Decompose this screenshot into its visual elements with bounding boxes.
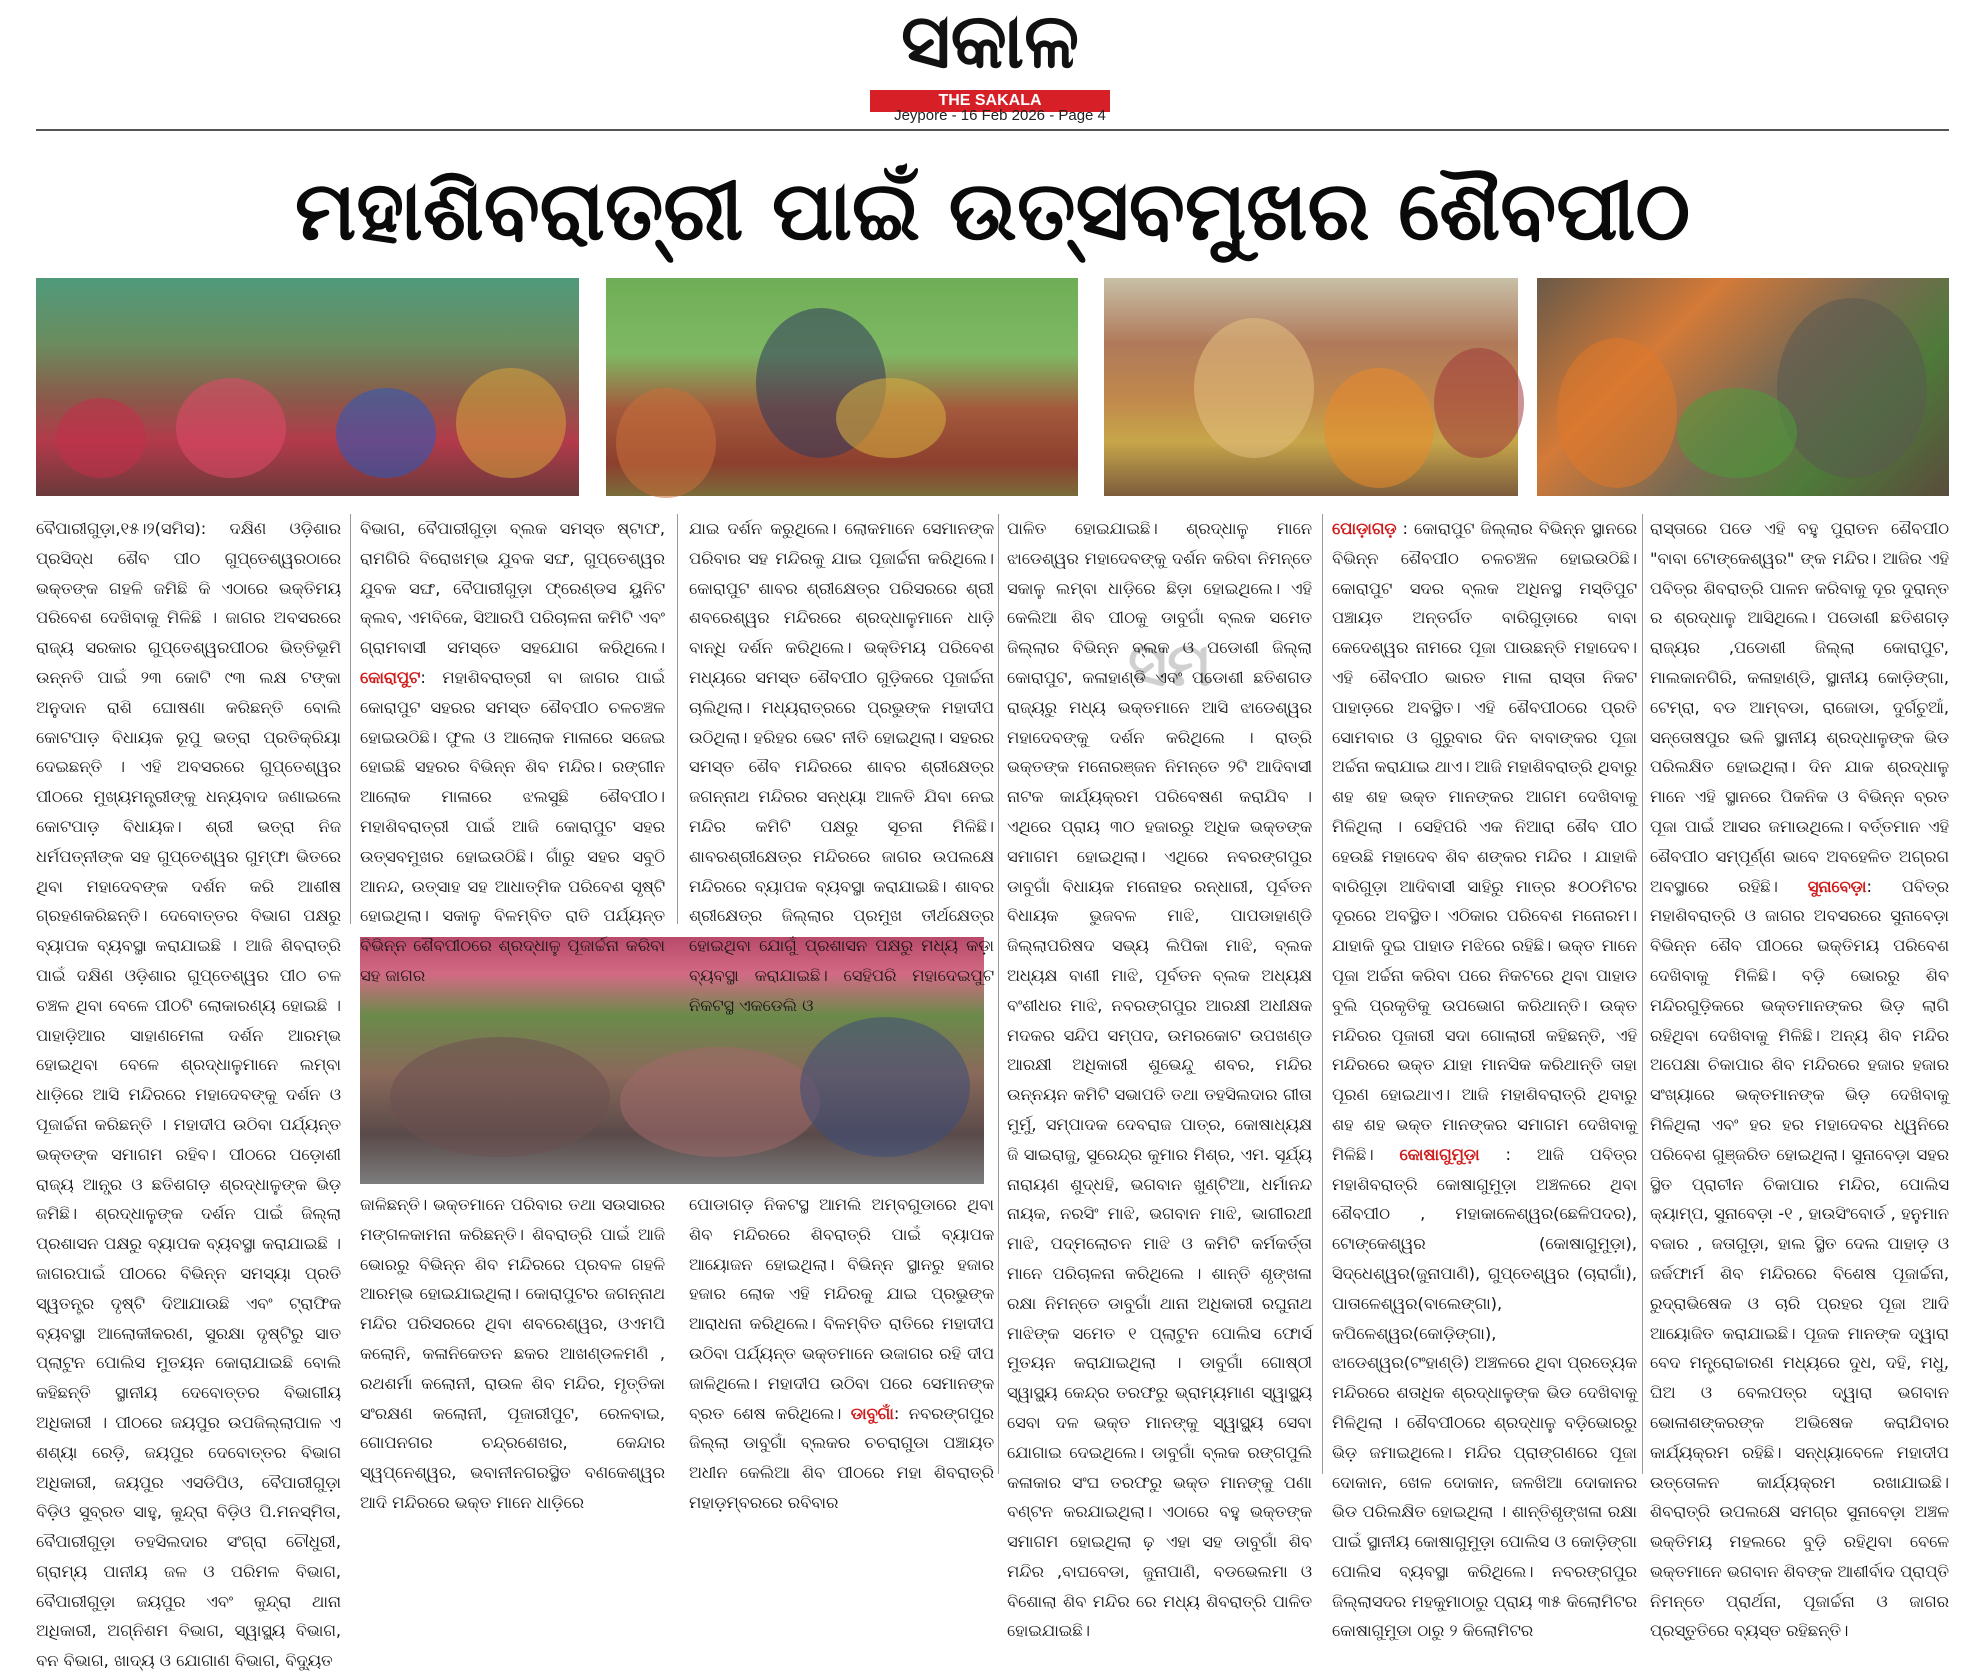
page-headline: ମହାଶିବରାତ୍ରୀ ପାଇଁ ଉତ୍ସବମୁଖର ଶୈବପୀଠ bbox=[294, 164, 1691, 259]
article-column-2 bbox=[360, 514, 665, 985]
column-divider bbox=[350, 514, 351, 924]
article-column-3-lower bbox=[689, 1190, 994, 1512]
dateline-keyword-sunabeda: ସୁନାବେଡ଼ା bbox=[1807, 876, 1867, 896]
sakala-logo bbox=[840, 0, 1140, 109]
masthead-rule bbox=[36, 129, 1949, 131]
article-column-2-lower: ଜାଳିଛନ୍ତି। ଭକ୍ତମାନେ ପରିବାର ତଥା ସଉସାରର ମଙ୍ଗଳକାମନା କରିଛନ୍ତି। ଶିବରାତ୍ରି ପାଇଁ ଆଜି ଭୋରରୁ ବିଭିନ୍ନ ଶିବ ମନ୍ଦିରରେ ପ୍ରବଳ ଗହଳି ଆରମ୍ଭ ହୋଇଯାଇଥିଲା। କୋରାପୁଟର ଜଗନ୍ନାଥ ମନ୍ଦିର ପରିସରରେ ଥିବା ଶବରେଶ୍ୱର, ଓଏମପି କଲୋନି, କଳାନିକେତନ ଛକର ଆଖଣ୍ଡଳମଣି , ରଥଶର୍ମା କଲୋନୀ, ରାଉଳ ଶିବ ମନ୍ଦିର, ମୃତ୍ତିକା ସଂରକ୍ଷଣ କଲୋନୀ, ପୂଜାରୀପୁଟ, ରେଳବାଇ, ଗୋପନଗର ଚନ୍ଦ୍ରଶେଖର, କେନ୍ଦାର ସ୍ୱପ୍ନେଶ୍ୱର, ଭବାନୀନଗରସ୍ଥିତ ବଣକେଶ୍ୱର ଆଦି ମନ୍ଦିରରେ ଭକ୍ତ ମାନେ ଧାଡ଼ିରେ bbox=[360, 1195, 665, 1512]
dateline-keyword-koraput: କୋରାପୁଟ bbox=[360, 667, 421, 687]
column-6-part-2: : ପବିତ୍ର ମହାଶିବରାତ୍ରି ଓ ଜାଗର ଅବସରରେ ସୁନାବେଡ଼ା ବିଭିନ୍ନ ଶୈବ ପୀଠରେ ଭକ୍ତିମୟ ପରିବେଶ ଦେଖିବାକୁ ମିଳିଛି। ବଡ଼ି ଭୋରରୁ ଶିବ ମନ୍ଦିରଗୁଡ଼ିକରେ ଭକ୍ତମାନଙ୍କର ଭିଡ଼ ଲାଗି ରହିଥିବା ଦେଖିବାକୁ ମିଳିଛି। ଅନ୍ୟ ଶିବ ମନ୍ଦିର ଅପେକ୍ଷା ଚିକାପାର ଶିବ ମନ୍ଦିରରେ ହଜାର ହଜାର ସଂଖ୍ୟାରେ ଭକ୍ତମାନଙ୍କ ଭିଡ଼ ଦେଖିବାକୁ ମିଳିଥିଲା ଏବଂ ହର ହର ମହାଦେବର ଧ୍ୱନିରେ ପରିବେଶ ଗୁଞ୍ଜରିତ ହୋଇଥିଲା। ସୁନାବେଡ଼ା ସହର ସ୍ଥିତ ପ୍ରାଚୀନ ଚିକାପାର ମନ୍ଦିର, ପୋଲିସ କ୍ୟାମ୍ପ, ସୁନାବେଡ଼ା -୧ , ହାଉସିଂବୋର୍ଡ , ହନୁମାନ ବଜାର , ଜତାଗୁଡ଼ା, ହାଲ ସ୍ଥିତ ଦେଲ ପାହାଡ଼ ଓ ଜର୍ଜଫାର୍ମ ଶିବ ମନ୍ଦିରରେ ବିଶେଷ ପୂଜାର୍ଚ୍ଚନା, ରୁଦ୍ରାଭିଷେକ ଓ ଚାରି ପ୍ରହର ପୂଜା ଆଦି ଆୟୋଜିତ କରାଯାଇଛି। ପୂଜକ ମାନଙ୍କ ଦ୍ୱାରା ବେଦ ମନ୍ତ୍ରୋଚ୍ଚାରଣ ମଧ୍ୟରେ ଦୁଧ, ଦହି, ମଧୁ, ଘିଅ ଓ ବେଲପତ୍ର ଦ୍ୱାରା ଭଗବାନ ଭୋଳାଶଙ୍କରଙ୍କ ଅଭିଷେକ କରାଯିବାର କାର୍ଯ୍ୟକ୍ରମ ରହିଛି। ସନ୍ଧ୍ୟାବେଳେ ମହାଦୀପ ଉତ୍ତୋଳନ କାର୍ଯ୍ୟକ୍ରମ ରଖାଯାଇଛି। ଶିବରାତ୍ରି ଉପଲକ୍ଷେ ସମଗ୍ର ସୁନାବେଡ଼ା ଅଞ୍ଚଳ ଭକ୍ତିମୟ ମହଲରେ ବୁଡ଼ି ରହିଥିବା ବେଳେ ଭକ୍ତମାନେ ଭଗବାନ ଶିବଙ୍କ ଆଶୀର୍ବାଦ ପ୍ରାପ୍ତି ନିମନ୍ତେ ପ୍ରାର୍ଥନା, ପୂଜାର୍ଚ୍ଚନା ଓ ଜାଗର ପ୍ରସ୍ତୁତିରେ ବ୍ୟସ୍ତ ରହିଛନ୍ତି। bbox=[1650, 876, 1949, 1641]
column-3-lower-text: ପୋଡାଗଡ଼ ନିକଟସ୍ଥ ଆମଲି ଅମ୍ବଗୁଡାରେ ଥିବା ଶିବ ମନ୍ଦିରରେ ଶିବରାତ୍ରି ପାଇଁ ବ୍ୟାପକ ଆୟୋଜନ ହୋଇଥିଲା। ବିଭିନ୍ନ ସ୍ଥାନରୁ ହଜାର ହଜାର ଲୋକ ଏହି ମନ୍ଦିରକୁ ଯାଇ ପ୍ରଭୁଙ୍କ ଆରାଧନା କରିଥିଲେ। ବିଳମ୍ବିତ ରାତିରେ ମହାଦୀପ ଉଠିବା ପର୍ଯ୍ୟନ୍ତ ଭକ୍ତମାନେ ଉଜାଗର ରହି ଦୀପ ଜାଳିଥିଲେ। ମହାଦୀପ ଉଠିବା ପରେ ସେମାନଙ୍କ ବ୍ରତ ଶେଷ କରିଥିଲେ। bbox=[689, 1195, 994, 1423]
column-5-part-1: : କୋରାପୁଟ ଜିଲ୍ଲାର ବିଭିନ୍ନ ସ୍ଥାନରେ ବିଭିନ୍ନ ଶୈବପୀଠ ଚଳଚଞ୍ଚଳ ହୋଇଉଠିଛି। କୋରାପୁଟ ସଦର ବ୍ଲକ ଅଧିନସ୍ଥ ମସ୍ତିପୁଟ ପଞ୍ଚାୟତ ଅନ୍ତର୍ଗତ ବାରିଗୁଡ଼ାରେ ବାବା କେଦେଶ୍ୱର ନାମରେ ପୂଜା ପାଉଛନ୍ତି ମହାଦେବ। ଏହି ଶୈବପୀଠ ଭାରତ ମାଳା ରାସ୍ତା ନିକଟ ପାହାଡ଼ରେ ଅବସ୍ଥିତ। ଏହି ଶୈବପୀଠରେ ପ୍ରତି ସୋମବାର ଓ ଗୁରୁବାର ଦିନ ବାବାଙ୍କର ପୂଜା ଅର୍ଚ୍ଚନା କରାଯାଇ ଥାଏ। ଆଜି ମହାଶିବରାତ୍ରି ଥିବାରୁ ଶହ ଶହ ଭକ୍ତ ମାନଙ୍କର ଆଗମ ଦେଖିବାକୁ ମିଳିଥିଲା । ସେହିପରି ଏକ ନିଆରା ଶୈବ ପୀଠ ହେଉଛି ମହାଦେବ ଶିବ ଶଙ୍କର ମନ୍ଦିର । ଯାହାକି ବାରିଗୁଡ଼ା ଆଦିବାସୀ ସାହିରୁ ମାତ୍ର ୫୦୦ମିଟର ଦୂରରେ ଅବସ୍ଥିତ। ଏଠିକାର ପରିବେଶ ମନୋରମ। ଯାହାକି ଦୁଇ ପାହାଡ ମଝିରେ ରହିଛି। ଭକ୍ତ ମାନେ ପୂଜା ଅର୍ଚ୍ଚନା କରିବା ପରେ ନିକଟରେ ଥିବା ପାହାଡ ବୁଲି ପ୍ରକୃତିକୁ ଉପଭୋଗ କରିଥାନ୍ତି। ଉକ୍ତ ମନ୍ଦିରର ପୂଜାରୀ ସଦା ଗୋଲାରୀ କହିଛନ୍ତି, ଏହି ମନ୍ଦିରରେ ଭକ୍ତ ଯାହା ମାନସିକ କରିଥାନ୍ତି ତାହା ପୂରଣ ହୋଇଥାଏ। ଆଜି ମହାଶିବରାତ୍ରି ଥିବାରୁ ଶହ ଶହ ଭକ୍ତ ମାନଙ୍କର ସମାଗମ ଦେଖିବାକୁ ମିଳିଛି। bbox=[1332, 519, 1637, 1164]
column-divider bbox=[1322, 514, 1323, 1474]
logo-text: ସକାଳ bbox=[901, 0, 1079, 85]
column-2-rest: : ମହାଶିବରାତ୍ରୀ ବା ଜାଗର ପାଇଁ କୋରାପୁଟ ସହରର ସମସ୍ତ ଶୈବପୀଠ ଚଳଚଞ୍ଚଳ ହୋଇଉଠିଛି। ଫୁଲ ଓ ଆଲୋକ ମାଳାରେ ସଜେଇ ହୋଇଛି ସହରର ବିଭିନ୍ନ ଶିବ ମନ୍ଦିର। ରଙ୍ଗୀନ ଆଲୋକ ମାଳାରେ ଝଲସୁଛି ଶୈବପୀଠ। ମହାଶିବରାତ୍ରୀ ପାଇଁ ଆଜି କୋରାପୁଟ ସହର ଉତ୍ସବମୁଖର ହୋଇଉଠିଛି। ଗାଁରୁ ସହର ସବୁଠି ଆନନ୍ଦ, ଉତ୍ସାହ ସହ ଆଧାତ୍ମିକ ପରିବେଶ ସୃଷ୍ଟି ହୋଇଥିଲା। ସକାଳୁ ବିଳମ୍ବିତ ରାତି ପର୍ଯ୍ୟନ୍ତ ବିଭିନ୍ନ ଶୈବପୀଠରେ ଶ୍ରଦ୍ଧାଳୁ ପୂଜାର୍ଚ୍ଚନା କରିବା ସହ ଜାଗର bbox=[360, 667, 665, 985]
column-6-part-1: ରାସ୍ତାରେ ପଡେ ଏହି ବହୁ ପୁରାତନ ଶୈବପୀଠ "ବାବା ଟୋଙ୍କେଶ୍ୱର" ଙ୍କ ମନ୍ଦିର। ଆଜିର ଏହି ପବିତ୍ର ଶିବରାତ୍ରି ପାଳନ କରିବାକୁ ଦୂର ଦୁରାନ୍ତ ର ଶ୍ରଦ୍ଧାଳୁ ଆସିଥିଲେ। ପଡୋଶୀ ଛତିଶଗଡ଼ ରାଜ୍ୟର ,ପଡୋଶୀ ଜିଲ୍ଲା କୋରାପୁଟ, ମାଲକାନଗିରି, କଳାହାଣ୍ଡି, ସ୍ଥାନୀୟ କୋଡ଼ିଙ୍ଗା, ଟେମ୍ରା, ବଡ ଆମ୍ବଡା, ରାଜୋଡା, ଦୁର୍ଗଚୁଆଁ, ସନ୍ତୋଷପୁର ଭଳି ସ୍ଥାନୀୟ ଶ୍ରଦ୍ଧାଳୁଙ୍କ ଭିଡ ପରିଲକ୍ଷିତ ହୋଇଥିଲା। ଦିନ ଯାକ ଶ୍ରଦ୍ଧାଳୁ ମାନେ ଏହି ସ୍ଥାନରେ ପିକନିକ ଓ ବିଭିନ୍ନ ବ୍ରତ ପୂଜା ପାଇଁ ଆସର ଜମାଉଥିଲେ। ବର୍ତ୍ତମାନ ଏହି ଶୈବପୀଠ ସମ୍ପୂର୍ଣ୍ଣ ଭାବେ ଅବହେଳିତ ଅଗ୍ରଗ ଅବସ୍ଥାରେ ରହିଛି। bbox=[1650, 519, 1949, 896]
article-column-6 bbox=[1650, 514, 1949, 1641]
crowd-at-temple-photo bbox=[36, 278, 579, 496]
article-column-3: ଯାଇ ଦର୍ଶନ କରୁଥିଲେ। ଲୋକମାନେ ସେମାନଙ୍କ ପରିବାର ସହ ମନ୍ଦିରକୁ ଯାଇ ପୂଜାର୍ଚ୍ଚନା କରିଥିଲେ। କୋରାପୁଟ ଶାବର ଶ୍ରୀକ୍ଷେତ୍ର ପରିସରରେ ଶ୍ରୀ ଶବରେଶ୍ୱର ମନ୍ଦିରରେ ଶ୍ରଦ୍ଧାଳୁମାନେ ଧାଡ଼ି ବାନ୍ଧି ଦର୍ଶନ କରିଥିଲେ। ଭକ୍ତିମୟ ପରିବେଶ ମଧ୍ୟରେ ସମସ୍ତ ଶୈବପୀଠ ଗୁଡ଼ିକରେ ପୂଜାର୍ଚ୍ଚନା ଚାଲିଥିଲା। ମଧ୍ୟରାତ୍ରରେ ପ୍ରଭୁଙ୍କ ମହାଦୀପ ଉଠିଥିଲା। ହରିହର ଭେଟ ନୀତି ହୋଇଥିଲା। ସହରର ସମସ୍ତ ଶୈବ ମନ୍ଦିରରେ ଶାବର ଶ୍ରୀକ୍ଷେତ୍ର ଜଗନ୍ନାଥ ମନ୍ଦିରର ସନ୍ଧ୍ୟା ଆଳତି ଯିବା ନେଇ ମନ୍ଦିର କମିଟି ପକ୍ଷରୁ ସୂଚନା ମିଳିଛି। ଶାବରଶ୍ରୀକ୍ଷେତ୍ର ମନ୍ଦିରରେ ଜାଗର ଉପଲକ୍ଷେ ମନ୍ଦିରରେ ବ୍ୟାପକ ବ୍ୟବସ୍ଥା କରାଯାଇଛି। ଶାବର ଶ୍ରୀକ୍ଷେତ୍ର ଜିଲ୍ଲାର ପ୍ରମୁଖ ତୀର୍ଥକ୍ଷେତ୍ର ହୋଇଥିବା ଯୋଗୁଁ ପ୍ରଶାସନ ପକ୍ଷରୁ ମଧ୍ୟ କଡ଼ା ବ୍ୟବସ୍ଥା କରାଯାଇଛି। ସେହିପରି ମହାଦେଇପୁଟ ନିକଟସ୍ଥ ଏକଡେଲି ଓ bbox=[689, 519, 994, 1015]
logo-subtitle: THE SAKALA bbox=[938, 92, 1042, 109]
column-3-lower-rest: : ନବରଙ୍ଗପୁର ଜିଲ୍ଲା ଡାବୁଗାଁ ବ୍ଲକର ଚଚରାଗୁଡା ପଞ୍ଚାୟତ ଅଧୀନ କେଲିଆ ଶିବ ପୀଠରେ ମହା ଶିବରାତ୍ରି ମହାଡ଼ମ୍ବରରେ ରବିବାର bbox=[689, 1403, 994, 1512]
masthead bbox=[0, 0, 1985, 135]
shiva-idol-puja-photo bbox=[606, 278, 1078, 496]
dateline-keyword-podagad: ପୋଡ଼ାଗଡ଼ bbox=[1332, 519, 1397, 538]
priest-at-rock-shrine-photo bbox=[1537, 278, 1949, 496]
article-column-4: ପାଳିତ ହୋଇଯାଇଛି। ଶ୍ରଦ୍ଧାଳୁ ମାନେ ଝାଡେଶ୍ୱର ମହାଦେବଙ୍କୁ ଦର୍ଶନ କରିବା ନିମନ୍ତେ ସକାଳୁ ଲମ୍ବା ଧାଡ଼ିରେ ଛିଡ଼ା ହୋଇଥିଲେ। ଏହି କେଲିଆ ଶିବ ପୀଠକୁ ଡାବୁଗାଁ ବ୍ଲକ ସମେତ ଜିଲ୍ଲାର ବିଭିନ୍ନ ବ୍ଲକ ଓ ପଡୋଶୀ ଜିଲ୍ଲା କୋରାପୁଟ, କଳାହାଣ୍ଡି ଏବଂ ପଡୋଶୀ ଛତିଶଗଡ ରାଜ୍ୟରୁ ମଧ୍ୟ ଭକ୍ତମାନେ ଆସି ଝାଡେଶ୍ୱର ମହାଦେବଙ୍କୁ ଦର୍ଶନ କରିଥିଲେ । ରାତ୍ରି ଭକ୍ତଙ୍କ ମନୋରଞ୍ଜନ ନିମନ୍ତେ ୨ଟି ଆଦିବାସୀ ନାଟକ କାର୍ଯ୍ୟକ୍ରମ ପରିବେଷଣ କରାଯିବ । ଏଥିରେ ପ୍ରାୟ ୩୦ ହଜାରରୁ ଅଧିକ ଭକ୍ତଙ୍କ ସମାଗମ ହୋଇଥିଲା। ଏଥିରେ ନବରଙ୍ଗପୁର ଡାବୁଗାଁ ବିଧାୟକ ମନୋହର ରନ୍ଧାରୀ, ପୂର୍ବତନ ବିଧାୟକ ଭୁଜବଳ ମାଝି, ପାପଡାହାଣ୍ଡି ଜିଲ୍ଲାପରିଷଦ ସଭ୍ୟ ଲିପିକା ମାଝି, ବ୍ଲକ ଅଧ୍ୟକ୍ଷ ବାଣୀ ମାଝି, ପୂର୍ବତନ ବ୍ଲକ ଅଧ୍ୟକ୍ଷ ବଂଶୀଧର ମାଝି, ନବରଙ୍ଗପୁର ଆରକ୍ଷୀ ଅଧୀକ୍ଷକ ମଦକର ସନ୍ଦିପ ସମ୍ପଦ, ଉମରକୋଟ ଉପଖଣ୍ଡ ଆରକ୍ଷୀ ଅଧିକାରୀ ଶୁଭେନ୍ଦୁ ଶବର, ମନ୍ଦିର ଉନ୍ନୟନ କମିଟି ସଭାପତି ତଥା ତହସିଲଦାର ଗୀତା ମୁର୍ମୁ, ସମ୍ପାଦକ ଦେବରାଜ ପାତ୍ର, କୋଷାଧ୍ୟକ୍ଷ ଜି ସାଇରାଜୁ, ସୁରେନ୍ଦ୍ର କୁମାର ମିଶ୍ର, ଏମ. ସୂର୍ଯ୍ୟ ନାରାୟଣ ଶୁଦ୍ଧହି, ଭଗବାନ ଖୁଣ୍ଟିଆ, ଧର୍ମାନନ୍ଦ ନାୟକ, ନରସିଂ ମାଝି, ଭଗବାନ ମାଝି, ଭାଗୀରଥୀ ମାଝି, ପଦ୍ମଲୋଚନ ମାଝି ଓ କମିଟି କର୍ମକର୍ତ୍ତା ମାନେ ପରିଚାଳନା କରିଥିଲେ । ଶାନ୍ତି ଶୃଙ୍ଖଳା ରକ୍ଷା ନିମନ୍ତେ ଡାବୁଗାଁ ଥାନା ଅଧିକାରୀ ରଘୁନାଥ ମାଝିଙ୍କ ସମେତ ୧ ପ୍ଲାଟୁନ ପୋଲିସ ଫୋର୍ସ ମୁତୟନ କରାଯାଇଥିଲା । ଡାବୁଗାଁ ଗୋଷ୍ଠୀ ସ୍ୱାସ୍ଥ୍ୟ କେନ୍ଦ୍ର ତରଫରୁ ଭ୍ରାମ୍ୟମାଣ ସ୍ୱାସ୍ଥ୍ୟ ସେବା ଦଳ ଭକ୍ତ ମାନଙ୍କୁ ସ୍ୱାସ୍ଥ୍ୟ ସେବା ଯୋଗାଇ ଦେଇଥିଲେ। ଡାବୁଗାଁ ବ୍ଲକ ରଙ୍ଗପୁଲି କଳାକାର ସଂଘ ତରଫରୁ ଭକ୍ତ ମାନଙ୍କୁ ପଣା ବଣ୍ଟନ କରଯାଇଥିଲା। ଏଠାରେ ବହୁ ଭକ୍ତଙ୍କ ସମାଗମ ହୋଇଥିଲା ଢ଼ ଏହା ସହ ଡାବୁଗାଁ ଶିବ ମନ୍ଦିର ,ବାଘବେଡା, ଜୁନାପାଣି, ବଡଭେଲମା ଓ ବିଶୋଲା ଶିବ ମନ୍ଦିର ରେ ମଧ୍ୟ ଶିବରାତ୍ରି ପାଳିତ ହୋଇଯାଇଛି। bbox=[1007, 519, 1312, 1641]
column-divider bbox=[677, 514, 678, 924]
column-divider bbox=[998, 514, 999, 1474]
devotees-offering-flowers-photo bbox=[1104, 278, 1518, 496]
article-column-5 bbox=[1332, 514, 1637, 1641]
column-2-text: ବିଭାଗ, ବୈପାରୀଗୁଡ଼ା ବ୍ଲକ ସମସ୍ତ ଷ୍ଟାଫ, ରାମଗିରି ବିରୋଖମ୍ଭ ଯୁବକ ସଙ୍ଘ, ଗୁପ୍ତେଶ୍ୱର ଯୁବକ ସଙ୍ଘ, ବୈପାରୀଗୁଡ଼ା ଫ୍ରେଣ୍ଡସ ୟୁନିଟ କ୍ଲବ, ଏମବିକେ, ସିଆରପି ପରିଚାଳନା କମିଟି ଏବଂ ଗ୍ରାମବାସୀ ସମସ୍ତେ ସହଯୋଗ କରିଥିଲେ। bbox=[360, 519, 665, 658]
column-divider bbox=[1642, 514, 1643, 1474]
dateline-keyword-dabugan: ଡାବୁଗାଁ bbox=[850, 1403, 894, 1423]
column-5-part-2: : ଆଜି ପବିତ୍ର ମହାଶିବରାତ୍ରି କୋଷାଗୁମୁଡ଼ା ଅଞ୍ଚଳରେ ଥିବା ଶୈବପୀଠ , ମହାକାଳେଶ୍ୱର(ଛେଳିପଦର), ଟୋଙ୍କେଶ୍ୱର (କୋଷାଗୁମୁଡ଼ା), ସିଦ୍ଧେଶ୍ୱର(ଜୁନାପାଣି), ଗୁପ୍ତେଶ୍ୱର (ଚାରାଗାଁ), ପାତାଳେଶ୍ୱର(ବାଲେଙ୍ଗା), କପିଳେଶ୍ୱର(କୋଡ଼ିଙ୍ଗା), ଝାଡେଶ୍ୱର(ଟଂହାଣ୍ଡି) ଅଞ୍ଚଳରେ ଥିବା ପ୍ରତ୍ୟେକ ମନ୍ଦିରରେ ଶତାଧିକ ଶ୍ରଦ୍ଧାଳୁଙ୍କ ଭିଡ ଦେଖିବାକୁ ମିଳିଥିଲା । ଶୈବପୀଠରେ ଶ୍ରଦ୍ଧାଳୁ ବଡ଼ିଭୋରରୁ ଭିଡ଼ ଜମାଇଥିଲେ। ମନ୍ଦିର ପ୍ରାଙ୍ଗଣରେ ପୂଜା ଦୋକାନ, ଖେଳ ଦୋକାନ, ଜଳଖିଆ ଦୋକାନର ଭିଡ ପରିଲକ୍ଷିତ ହୋଇଥିଲା । ଶାନ୍ତିଶୃଙ୍ଖଳା ରକ୍ଷା ପାଇଁ ସ୍ଥାନୀୟ କୋଷାଗୁମୁଡ଼ା ପୋଲିସ ଓ କୋଡ଼ିଙ୍ଗା ପୋଲିସ ବ୍ୟବସ୍ଥା କରିଥିଲେ। ନବରଙ୍ଗପୁର ଜିଲ୍ଲାସଦର ମହକୁମାଠାରୁ ପ୍ରାୟ ୩୫ କିଲୋମିଟର କୋଷାଗୁମୁଡା ଠାରୁ ୨ କିଲୋମିଟର bbox=[1332, 1144, 1637, 1641]
dateline: Jeypore - 16 Feb 2026 - Page 4 bbox=[894, 107, 1106, 124]
watermark: ସମ bbox=[1128, 630, 1212, 700]
article-column-1: ବୈପାରୀଗୁଡ଼ା,୧୫।୨(ସମିସ): ଦକ୍ଷିଣ ଓଡ଼ିଶାର ପ୍ରସିଦ୍ଧ ଶୈବ ପୀଠ ଗୁପ୍ତେଶ୍ୱରଠାରେ ଭକ୍ତଙ୍କ ଗହଳି ଜମିଛି କି ଏଠାରେ ଭକ୍ତିମୟ ପରିବେଶ ଦେଖିବାକୁ ମିଳିଛି । ଜାଗର ଅବସରରେ ରାଜ୍ୟ ସରକାର ଗୁପ୍ତେଶ୍ୱରପୀଠର ଭିତ୍ତିଭୂମି ଉନ୍ନତି ପାଇଁ ୨୩ କୋଟି ୯୩ ଲକ୍ଷ ଟଙ୍କା ଅନୁଦାନ ରାଶି ଘୋଷଣା କରିଛନ୍ତି ବୋଲି କୋଟପାଡ଼ ବିଧାୟକ ରୂପୁ ଭତ୍ରା ପ୍ରତିକ୍ରିୟା ଦେଇଛନ୍ତି । ଏହି ଅବସରରେ ଗୁପ୍ତେଶ୍ୱର ପୀଠରେ ମୁଖ୍ୟମନ୍ତ୍ରୀଙ୍କୁ ଧନ୍ୟବାଦ ଜଣାଇଲେ କୋଟପାଡ଼ ବିଧାୟକ। ଶ୍ରୀ ଭତ୍ରା ନିଜ ଧର୍ମପତ୍ନୀଙ୍କ ସହ ଗୁପ୍ତେଶ୍ୱର ଗୁମ୍ଫା ଭିତରେ ଥିବା ମହାଦେବଙ୍କ ଦର୍ଶନ କରି ଆଶୀଷ ଗ୍ରହଣକରିଛନ୍ତି। ଦେବୋତ୍ତର ବିଭାଗ ପକ୍ଷରୁ ବ୍ୟାପକ ବ୍ୟବସ୍ଥା କରାଯାଇଛି । ଆଜି ଶିବରାତ୍ରି ପାଇଁ ଦକ୍ଷିଣ ଓଡ଼ିଶାର ଗୁପ୍ତେଶ୍ୱର ପୀଠ ଚଳ ଚଞ୍ଚଳ ଥିବା ବେଳେ ପୀଠଟି ଲୋକାରଣ୍ୟ ହୋଇଛି । ପାହାଡ଼ିଆର ସାହାଣମେଳା ଦର୍ଶନ ଆରମ୍ଭ ହୋଇଥିବା ବେଳେ ଶ୍ରଦ୍ଧାଳୁମାନେ ଲମ୍ବା ଧାଡ଼ିରେ ଆସି ମନ୍ଦିରରେ ମହାଦେବଙ୍କୁ ଦର୍ଶନ ଓ ପୂଜାର୍ଚ୍ଚନା କରିଛନ୍ତି । ମହାଦୀପ ଉଠିବା ପର୍ଯ୍ୟନ୍ତ ଭକ୍ତଙ୍କ ସମାଗମ ରହିବ। ପୀଠରେ ପଡ଼ୋଶୀ ରାଜ୍ୟ ଆନ୍ଧ୍ର ଓ ଛତିଶଗଡ଼ ଶ୍ରଦ୍ଧାଳୁଙ୍କ ଭିଡ଼ ଜମିଛି। ଶ୍ରଦ୍ଧାଳୁଙ୍କ ଦର୍ଶନ ପାଇଁ ଜିଲ୍ଲା ପ୍ରଶାସନ ପକ୍ଷରୁ ବ୍ୟାପକ ବ୍ୟବସ୍ଥା କରାଯାଇଛି । ଜାଗରପାଇଁ ପୀଠରେ ବିଭିନ୍ନ ସମସ୍ୟା ପ୍ରତି ସ୍ୱତନ୍ତ୍ର ଦୃଷ୍ଟି ଦିଆଯାଉଛି ଏବଂ ଟ୍ରାଫିକ ବ୍ୟବସ୍ଥା ଆଲୋକୀକରଣ, ସୁରକ୍ଷା ଦୃଷ୍ଟିରୁ ସାତ ପ୍ଲାଟୁନ ପୋଲିସ ମୁତୟନ କୋରାଯାଇଛି ବୋଲି କହିଛନ୍ତି ସ୍ଥାନୀୟ ଦେବୋତ୍ତର ବିଭାଗୀୟ ଅଧିକାରୀ । ପୀଠରେ ଜୟପୁର ଉପଜିଲ୍ଲାପାଳ ଏ ଶଶ୍ୟା ରେଡ଼ି, ଜୟପୁର ଦେବୋତ୍ତର ବିଭାଗ ଅଧିକାରୀ, ଜୟପୁର ଏସଡିପିଓ, ବୈପାରୀଗୁଡ଼ା ବିଡ଼ିଓ ସୁବ୍ରତ ସାହୁ, କୁନ୍ଦ୍ରା ବିଡ଼ିଓ ପି.ମନସ୍ମିତା, ବୈପାରୀଗୁଡ଼ା ତହସିଲଦାର ସଂଗ୍ରା ଚୌଧୁରୀ, ଗ୍ରାମ୍ୟ ପାନୀୟ ଜଳ ଓ ପରିମଳ ବିଭାଗ, ବୈପାରୀଗୁଡ଼ା ଜୟପୁର ଏବଂ କୁନ୍ଦ୍ରା ଥାନା ଅଧିକାରୀ, ଅଗ୍ନିଶମ ବିଭାଗ, ସ୍ୱାସ୍ଥ୍ୟ ବିଭାଗ, ବନ ବିଭାଗ, ଖାଦ୍ୟ ଓ ଯୋଗାଣ ବିଭାଗ, ବିଦ୍ୟୁତ bbox=[36, 519, 341, 1671]
dateline-keyword-koshagumuda: କୋଷାଗୁମୁଡ଼ା bbox=[1399, 1144, 1480, 1164]
